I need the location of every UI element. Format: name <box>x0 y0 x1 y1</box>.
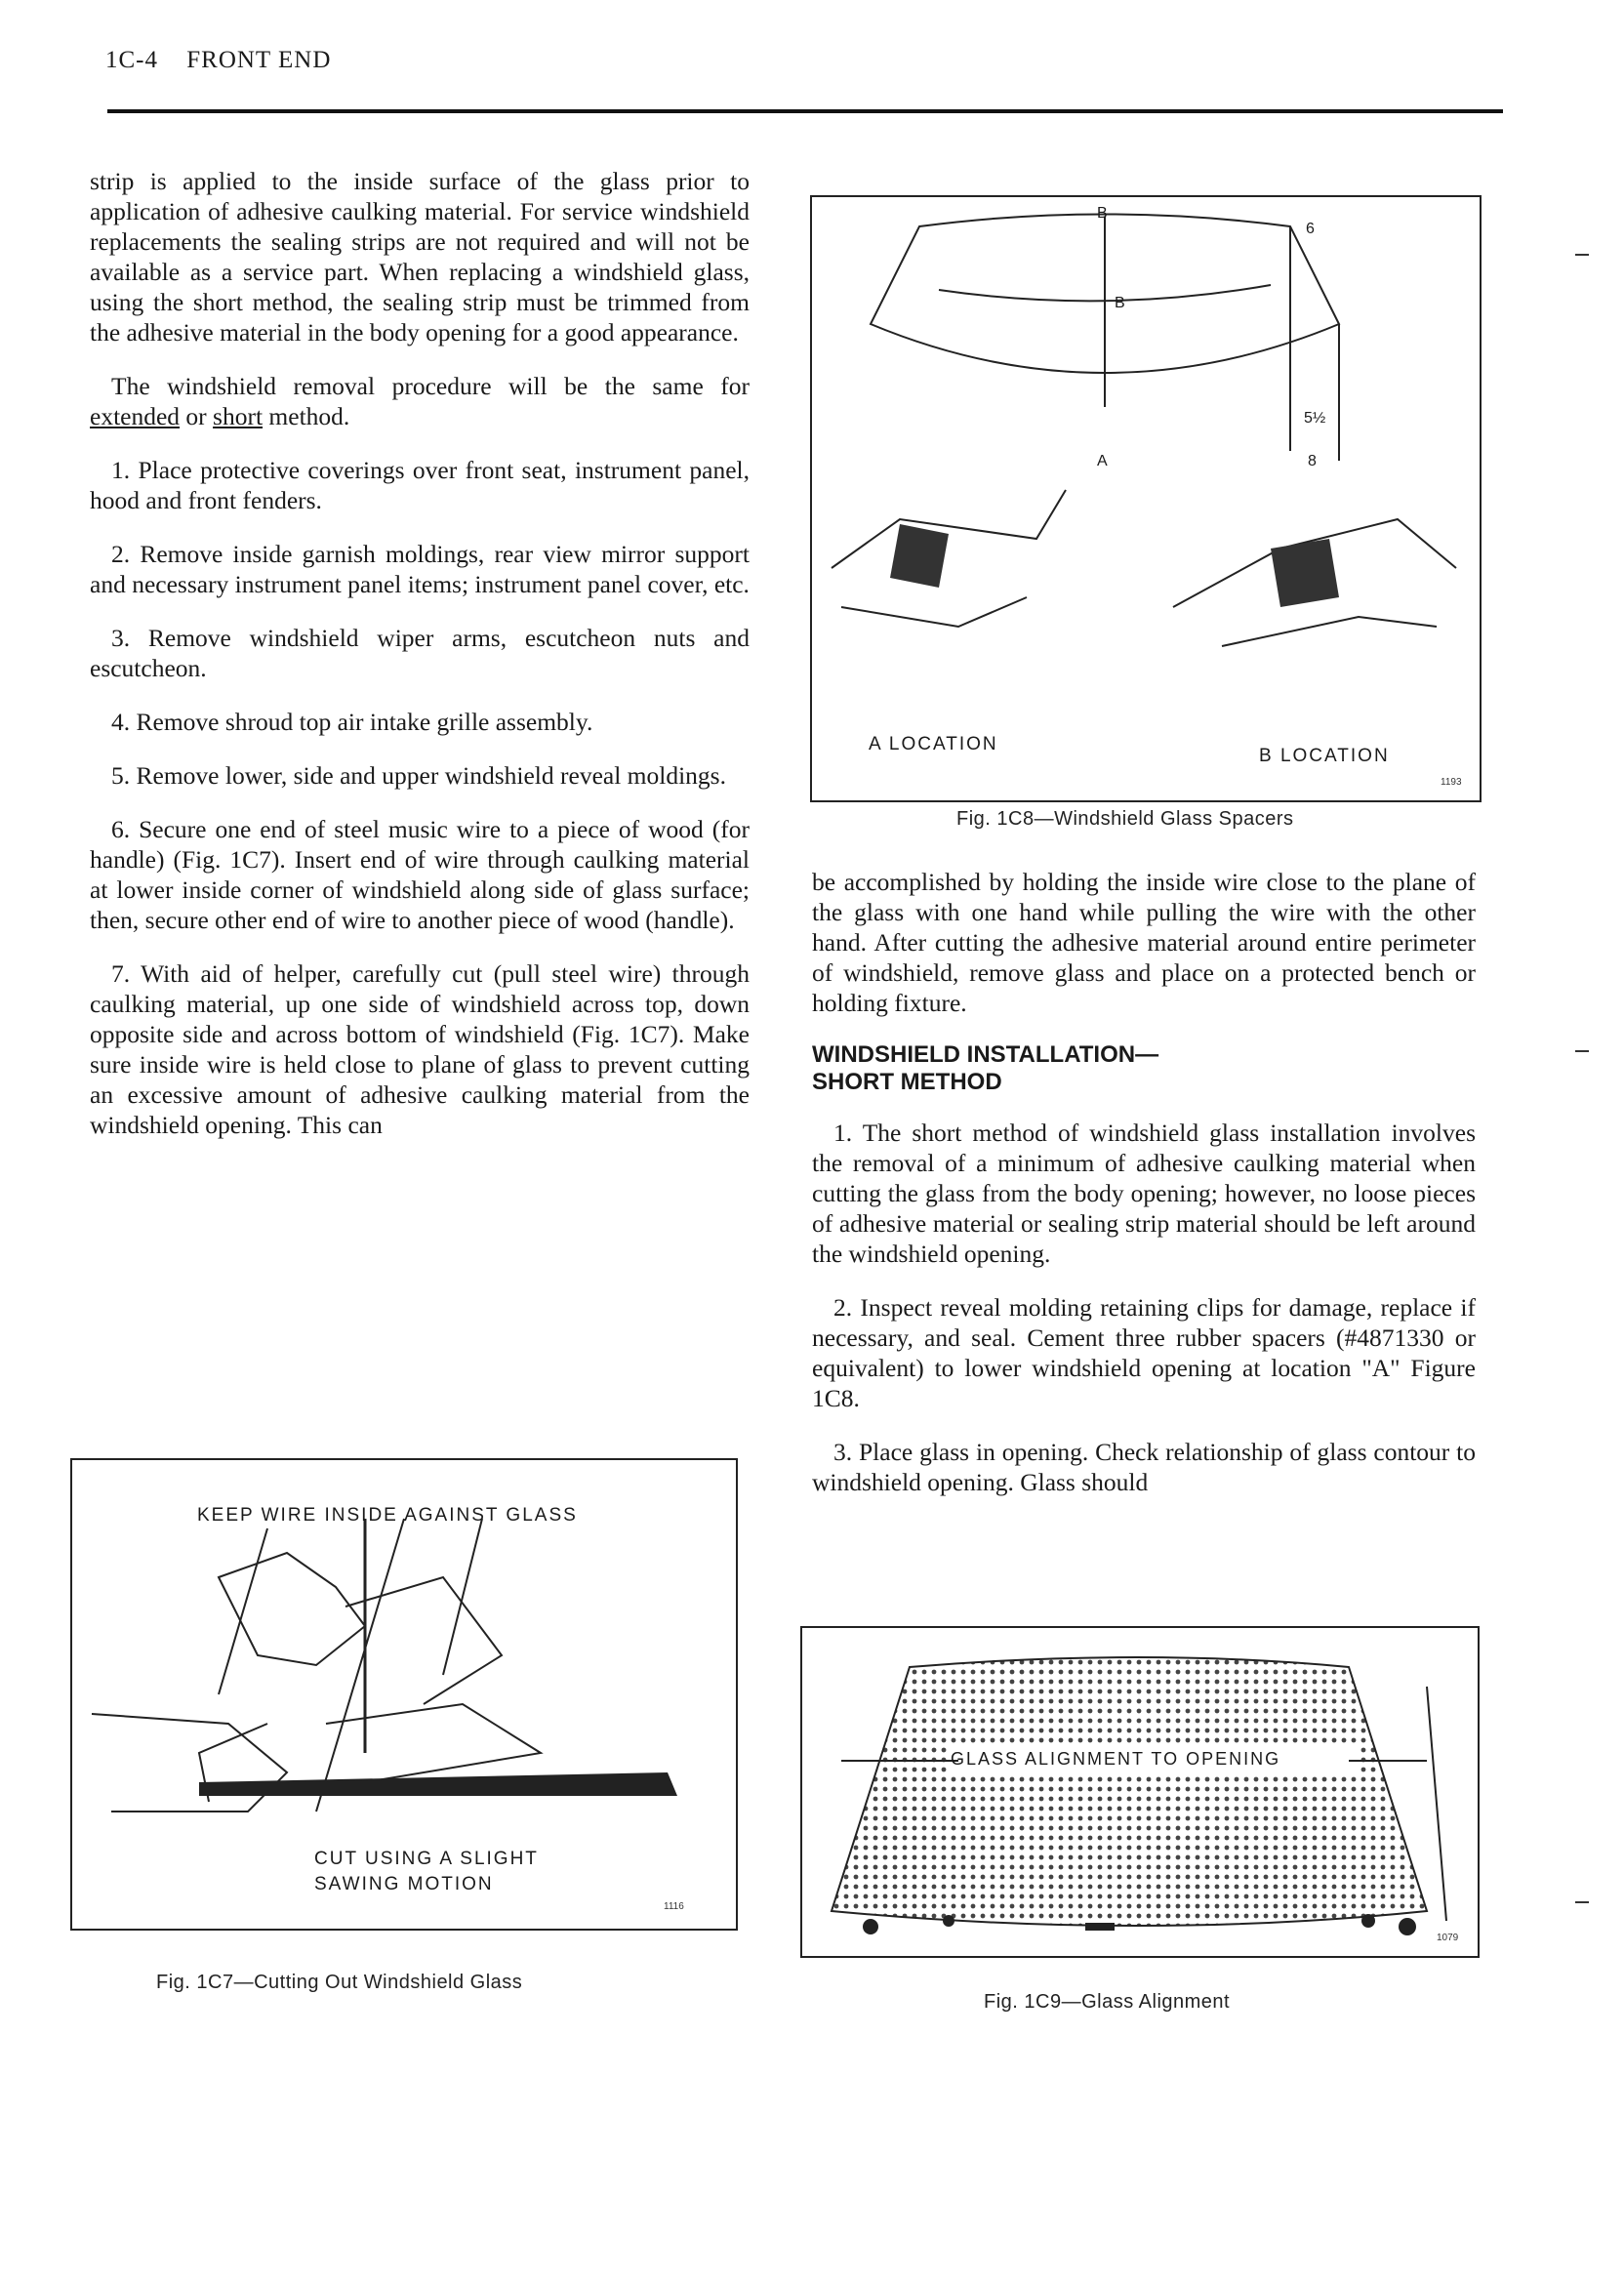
figure-1c7 <box>70 1458 738 1931</box>
dim-5-half: 5½ <box>1304 410 1326 427</box>
removal-or: or <box>180 402 214 430</box>
fig-1c9-caption: Fig. 1C9—Glass Alignment <box>984 1991 1231 2013</box>
fig-code-1079: 1079 <box>1437 1933 1459 1943</box>
section-heading-line-2: SHORT METHOD <box>812 1069 1002 1095</box>
page-header <box>105 47 331 74</box>
fig-1c8-caption: Fig. 1C8—Windshield Glass Spacers <box>956 808 1294 830</box>
section-title: FRONT END <box>186 47 332 73</box>
right-column <box>812 867 1476 1521</box>
left-column <box>90 166 750 1163</box>
margin-mark <box>1575 254 1589 256</box>
figure-1c9 <box>800 1626 1480 1958</box>
label-b-location: B LOCATION <box>1259 746 1390 766</box>
install-step-1: 1. The short method of windshield glass installation involves the removal of a minimum of adhesive caulking material when cutting the glass from the body opening; however, no loose pieces of adhesive material or sealing strip material should be left around the windshield opening. <box>812 1119 1476 1268</box>
fig-code-1116: 1116 <box>664 1901 684 1912</box>
dim-8: 8 <box>1308 453 1317 469</box>
section-heading-line-1: WINDSHIELD INSTALLATION— <box>812 1041 1159 1068</box>
removal-step-7: 7. With aid of helper, carefully cut (pull steel wire) through caulking material, up one side of windshield across top, down opposite side and across bottom of windshield (Fig. 1C7). Make sure inside wire is held close to plane of glass to prevent cutting an excessive amount of adhesive caulking material from the windshield opening. This can <box>90 959 750 1139</box>
label-b-top: B <box>1097 205 1108 222</box>
figure-1c8 <box>810 195 1482 802</box>
label-glass-alignment: GLASS ALIGNMENT TO OPENING <box>951 1749 1281 1769</box>
removal-short: short <box>213 402 264 430</box>
header-rule <box>107 109 1503 113</box>
fig-code-1193: 1193 <box>1441 777 1462 788</box>
removal-text-a: The windshield removal procedure will be the same for <box>111 372 750 400</box>
label-sawing-motion: SAWING MOTION <box>314 1874 494 1894</box>
windshield-spacer-diagram <box>812 197 1480 800</box>
page-number: 1C-4 <box>105 47 158 73</box>
continuation-paragraph: be accomplished by holding the inside wire close to the plane of the glass with one hand while pulling the wire with the other hand. After cutting the adhesive material around entire perimeter of windshield, remove glass and place on a protected bench or holding fixture. <box>812 868 1476 1017</box>
removal-step-3: 3. Remove windshield wiper arms, escutcheon nuts and escutcheon. <box>90 624 750 682</box>
label-b-mid: B <box>1115 295 1125 311</box>
removal-step-6: 6. Secure one end of steel music wire to a piece of wood (for handle) (Fig. 1C7). Insert end of wire through caulking material at lower inside corner of windshield along side of glass surface; then, secure other end of wire to another piece of wood (handle). <box>90 815 750 934</box>
dim-6: 6 <box>1306 221 1315 237</box>
fig-1c7-caption: Fig. 1C7—Cutting Out Windshield Glass <box>156 1972 523 1993</box>
margin-mark <box>1575 1901 1589 1903</box>
removal-text-b: method. <box>263 402 350 430</box>
removal-step-5: 5. Remove lower, side and upper windshield reveal moldings. <box>111 761 726 790</box>
margin-mark <box>1575 1050 1589 1052</box>
removal-extended: extended <box>90 402 181 430</box>
removal-step-2: 2. Remove inside garnish moldings, rear view mirror support and necessary instrument panel items; instrument panel cover, etc. <box>90 540 750 598</box>
section-heading <box>812 1041 1476 1096</box>
removal-paragraph <box>90 371 750 431</box>
label-a-location: A LOCATION <box>869 734 998 754</box>
label-cut-using: CUT USING A SLIGHT <box>314 1849 539 1869</box>
removal-step-4: 4. Remove shroud top air intake grille assembly. <box>111 708 593 736</box>
label-a: A <box>1097 453 1108 469</box>
removal-step-1: 1. Place protective coverings over front seat, instrument panel, hood and front fenders. <box>90 456 750 514</box>
install-step-2: 2. Inspect reveal molding retaining clips for damage, replace if necessary, and seal. Cement three rubber spacers (#4871330 or equivalent) to lower windshield opening at location "A" Figure 1C8. <box>812 1293 1476 1412</box>
label-keep-wire: KEEP WIRE INSIDE AGAINST GLASS <box>197 1505 578 1526</box>
install-step-3: 3. Place glass in opening. Check relationship of glass contour to windshield opening. Glass should <box>812 1438 1476 1496</box>
glass-alignment-diagram <box>802 1628 1478 1956</box>
intro-paragraph: strip is applied to the inside surface of the glass prior to application of adhesive caulking material. For service windshield replacements the sealing strips are not required and will not be available as a service part. When replacing a windshield glass, using the short method, the sealing strip must be trimmed from the adhesive material in the body opening for a good appearance. <box>90 167 750 346</box>
